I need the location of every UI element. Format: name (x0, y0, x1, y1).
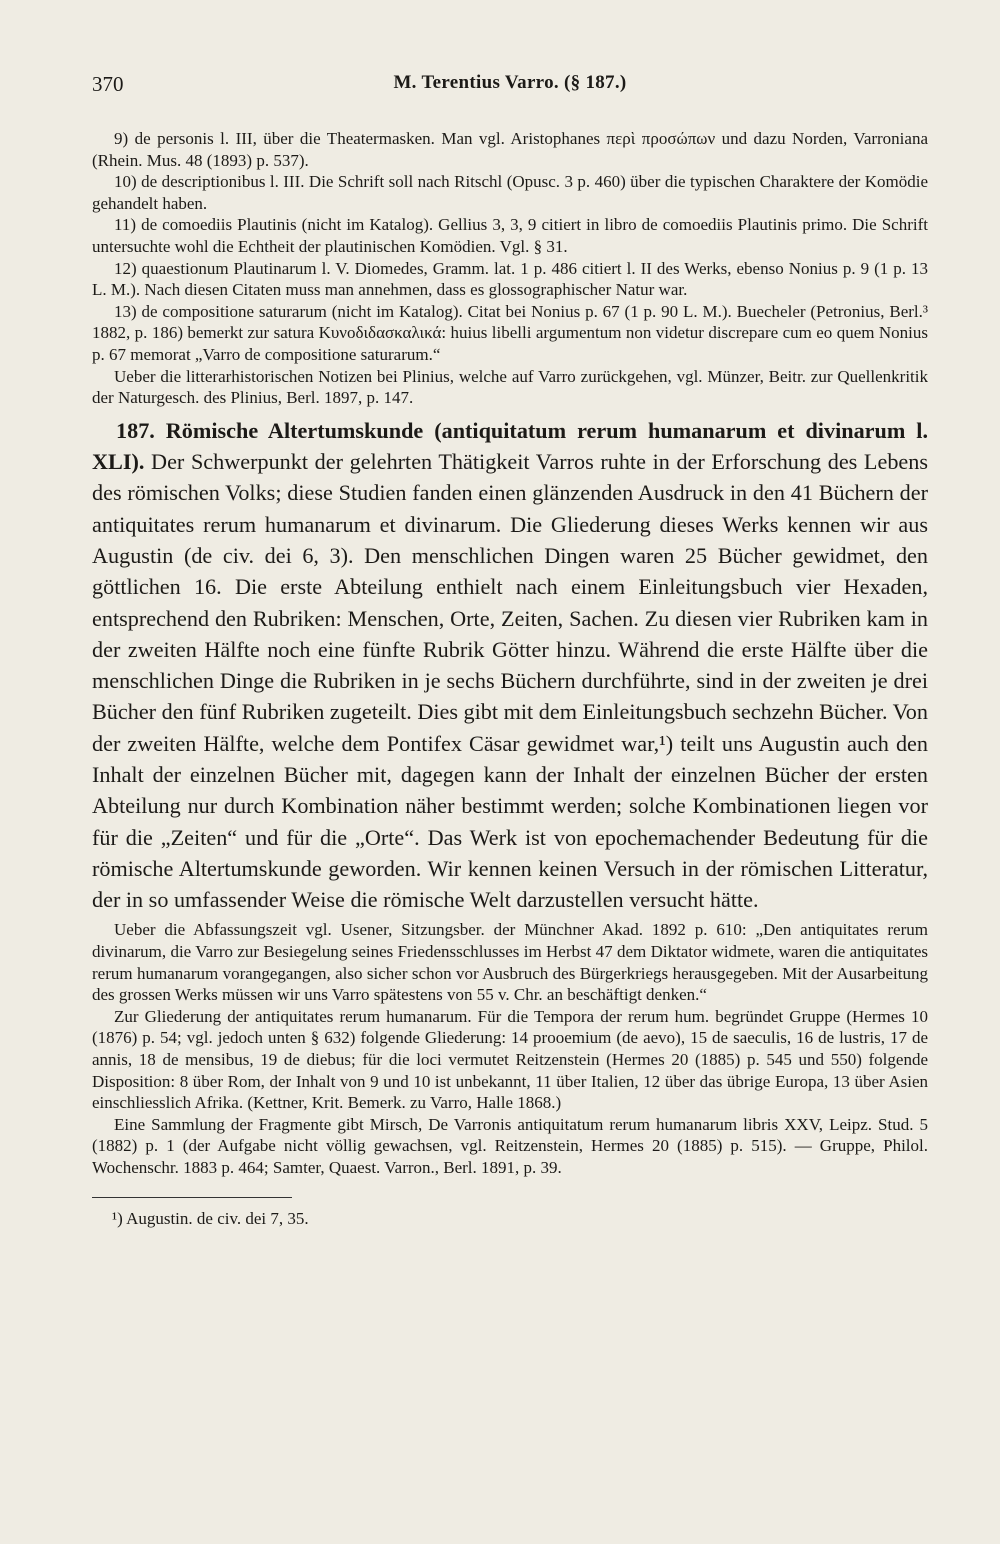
note-paragraph: Eine Sammlung der Fragmente gibt Mirsch, De Varronis antiquitatum rerum humanarum libris XXV, Leipz. Stud. 5 (1882) p. 1 (der Aufgabe nicht völlig gewachsen, vgl. Reitzenstein, Hermes 20 (1885) p. 515). — Gruppe, Philol. Wochenschr. 1883 p. 464; Samter, Quaest. Varron., Berl. 1891, p. 39. (92, 1114, 928, 1177)
note-paragraph: Ueber die Abfassungszeit vgl. Usener, Sitzungsber. der Münchner Akad. 1892 p. 610: „Den antiquitates rerum divinarum, die Varro zur Besiegelung seines Friedensschlusses im Herbst 47 dem Diktator widmete, waren die antiquitates rerum humanarum vorangegangen, also sicher schon vor Ausbruch des Bürgerkriegs herausgegeben. Mit der Ausarbeitung des grossen Werks müssen wir uns Varro spätestens von 55 v. Chr. an beschäftigt denken.“ (92, 920, 928, 1005)
section-number: 187. (116, 417, 155, 443)
section-paragraph (92, 415, 928, 916)
page-number: 370 (92, 72, 124, 96)
running-head: M. Terentius Varro. (§ 187.) (393, 72, 627, 93)
bottom-notes (92, 919, 928, 1178)
footnotes (92, 1208, 928, 1230)
footnote: ¹) Augustin. de civ. dei 7, 35. (112, 1208, 309, 1228)
footnote-divider (92, 1197, 292, 1198)
note-paragraph: 11) de comoediis Plautinis (nicht im Katalog). Gellius 3, 3, 9 citiert in libro de comoediis Plautinis primo. Die Schrift untersuchte wohl die Echtheit der plautinischen Komödien. Vgl. § 31. (92, 215, 928, 256)
note-paragraph: Zur Gliederung der antiquitates rerum humanarum. Für die Tempora der rerum hum. begründet Gruppe (Hermes 10 (1876) p. 54; vgl. jedoch unten § 632) folgende Gliederung: 14 prooemium (de aevo), 15 de saeculis, 16 de lustris, 17 de annis, 18 de mensibus, 19 de diebus; für die loci vermutet Reitzenstein (Hermes 20 (1885) p. 545 und 550) folgende Disposition: 8 über Rom, der Inhalt von 9 und 10 ist unbekannt, 11 über Italien, 12 über das übrige Europa, 13 über Asien einschliesslich Afrika. (Kettner, Krit. Bemerk. zu Varro, Halle 1868.) (92, 1006, 928, 1113)
note-paragraph: Ueber die litterarhistorischen Notizen bei Plinius, welche auf Varro zurückgehen, vgl. Münzer, Beitr. zur Quellenkritik der Naturgesch. des Plinius, Berl. 1897, p. 147. (92, 366, 928, 408)
note-paragraph: 9) de personis l. III, über die Theatermasken. Man vgl. Aristophanes περὶ προσώπων und dazu Norden, Varroniana (Rhein. Mus. 48 (1893) p. 537). (92, 129, 928, 170)
section-body: Der Schwerpunkt der gelehrten Thätigkeit Varros ruhte in der Erforschung des Lebens des römischen Volks; diese Studien fanden einen glänzenden Ausdruck in den 41 Büchern der antiquitates rerum humanarum et divinarum. Die Gliederung dieses Werks kennen wir aus Augustin (de civ. dei 6, 3). Den menschlichen Dingen waren 25 Bücher gewidmet, den göttlichen 16. Die erste Abteilung enthielt nach einem Einleitungsbuch vier Hexaden, entsprechend den Rubriken: Menschen, Orte, Zeiten, Sachen. Zu diesen vier Rubriken kam in der zweiten Hälfte noch eine fünfte Rubrik Götter hinzu. Während die erste Hälfte über die menschlichen Dinge die Rubriken in je sechs Büchern durchführte, sind in der zweiten je drei Bücher den fünf Rubriken zugeteilt. Dies gibt mit dem Einleitungsbuch sechzehn Bücher. Von der zweiten Hälfte, welche dem Pontifex Cäsar gewidmet war,¹) teilt uns Augustin auch den Inhalt der einzelnen Bücher mit, dagegen kann der Inhalt der einzelnen Bücher der ersten Abteilung nur durch Kombination näher bestimmt werden; solche Kombinationen liegen vor für die „Zeiten“ und für die „Orte“. Das Werk ist von epochemachender Bedeutung für die römische Altertumskunde geworden. Wir kennen keinen Versuch in der römischen Litteratur, der in so umfassender Weise die römische Welt darzustellen versucht hätte. (92, 449, 929, 913)
section-title: Römische Altertumskunde (antiquitatum rerum humanarum et divinarum l. XLI). (92, 417, 928, 475)
note-paragraph: 13) de compositione saturarum (nicht im Katalog). Citat bei Nonius p. 67 (1 p. 90 L. M.). Buecheler (Petronius, Berl.³ 1882, p. 186) bemerkt zur satura Κυνοδιδασκαλικά: huius libelli argumentum non videtur discrepare cum eo quem Nonius p. 67 memorat „Varro de compositione saturarum.“ (92, 301, 928, 364)
note-paragraph: 12) quaestionum Plautinarum l. V. Diomedes, Gramm. lat. 1 p. 486 citiert l. II des Werks, ebenso Nonius p. 9 (1 p. 13 L. M.). Nach diesen Citaten muss man annehmen, dass es glossographischer Natur war. (92, 258, 928, 300)
top-notes (92, 128, 928, 409)
note-paragraph: 10) de descriptionibus l. III. Die Schrift soll nach Ritschl (Opusc. 3 p. 460) über die typischen Charaktere der Komödie gehandelt haben. (92, 172, 928, 213)
section-187 (92, 415, 928, 916)
page-header (92, 66, 928, 106)
